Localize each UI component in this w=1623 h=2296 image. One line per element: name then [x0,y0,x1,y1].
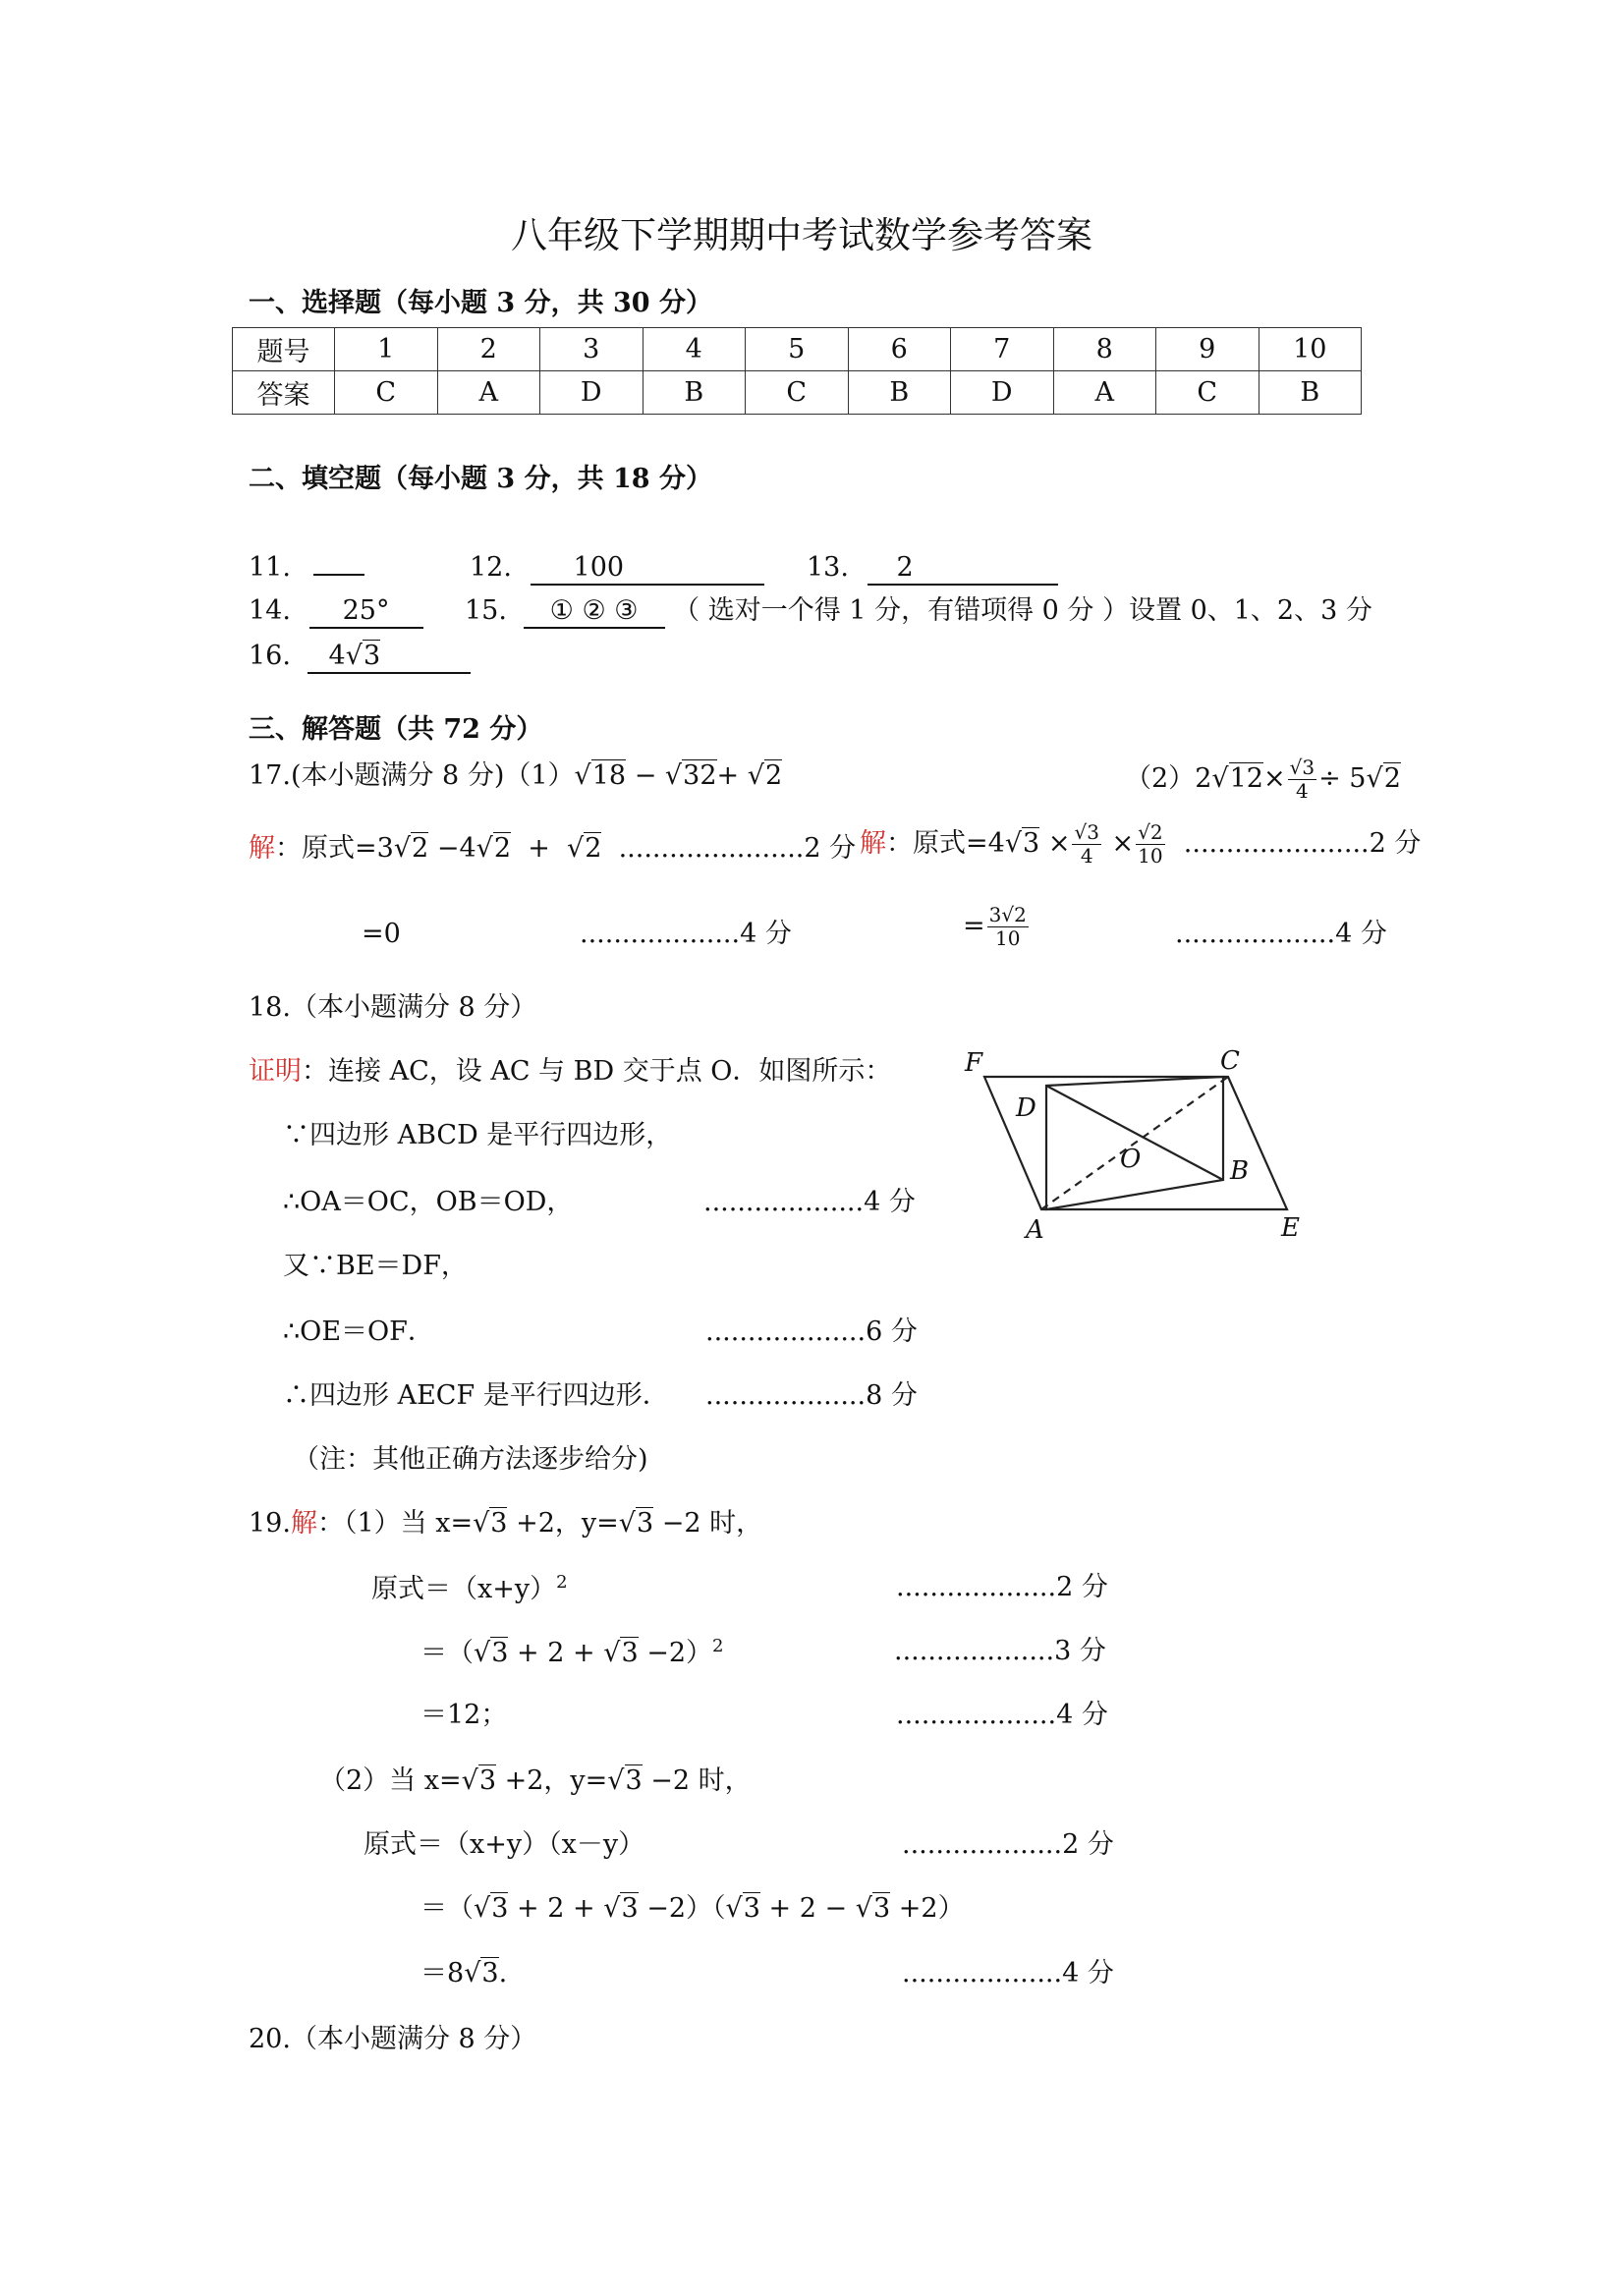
radicand: 3 [481,1958,499,1988]
sqrt-symbol: √ [574,760,591,791]
q15-note: （ 选对一个得 1 分，有错项得 0 分 ）设置 0、1、2、3 分 [673,595,1372,626]
plus-sign: + [573,1893,595,1924]
table-cell: C [1156,371,1259,415]
q19-condition-2 [319,1765,752,1797]
divide-sign: ÷ [1318,763,1341,794]
q18-line1 [249,1056,891,1088]
sqrt-symbol: √ [747,760,764,791]
fraction [987,904,1029,950]
close-paren: ） [937,1893,965,1924]
q19-step3-score: ...................4 分 [896,1700,1108,1730]
q12 [470,552,764,586]
label-b: B [1230,1156,1250,1186]
q17-part2-result [963,904,1031,950]
coef: 4 [987,828,1005,859]
radicand: 3 [491,1638,509,1668]
sqrt-symbol: √ [1289,756,1303,779]
table-cell: C [335,371,438,415]
radicand: 3 [490,1508,508,1539]
label-o: O [1120,1145,1142,1174]
radicand: 3 [743,1893,760,1924]
q19-step3: ＝12； [420,1700,508,1730]
table-cell: A [1053,371,1156,415]
sqrt-symbol: √ [603,1638,621,1668]
radicand: 3 [478,1765,497,1796]
radicand: 2 [412,833,429,864]
q16-radicand: 3 [363,641,381,671]
q12-answer: 100 [531,552,764,586]
radicand: 3 [621,1893,639,1924]
q19-step2 [420,1636,723,1669]
q16-number: 16. [249,641,291,671]
minus-sign: − [646,1893,669,1924]
radicand: 3 [1023,828,1040,859]
table-cell: B [643,371,746,415]
plus-sign: + [573,1638,595,1668]
table-cell: 10 [1259,328,1362,371]
q18-line6: ∴四边形 AECF 是平行四边形． [283,1380,669,1411]
label-f: F [965,1048,983,1078]
proof-label: 证明 [249,1056,302,1087]
q19-condition-1 [249,1508,762,1540]
sqrt-symbol: √ [1074,820,1088,844]
radicand: 3 [491,1893,509,1924]
label-d: D [1016,1093,1036,1123]
q11-number: 11. [249,552,291,583]
fraction [1072,821,1100,868]
text: （2）当 x= [319,1765,462,1796]
sqrt-symbol: √ [603,1893,621,1924]
q17-part2-step1 [860,821,1421,868]
minus-sign: − [436,833,460,864]
section2-heading: 二、填空题（每小题 3 分，共 18 分） [249,464,712,494]
q13-answer: 2 [867,552,1058,586]
sqrt-symbol: √ [474,1893,491,1924]
jie-label: 解 [290,1508,317,1539]
sqrt-symbol: √ [473,1508,490,1539]
radicand: 2 [493,833,512,864]
q12-number: 12. [470,552,512,583]
q15-answer: ① ② ③ [524,595,665,629]
q19-step4-score: ...................2 分 [902,1829,1114,1860]
radicand: 2 [1383,763,1401,794]
q19-step4: 原式＝（x+y）（x－y） [364,1829,645,1860]
q18-line6-score: ...................8 分 [705,1380,918,1411]
radicand: 3 [872,1893,891,1924]
plus-sign: + [898,1893,922,1924]
denominator: 10 [1138,844,1163,868]
radicand: 2 [585,833,602,864]
coef: 2 [547,1893,565,1924]
table-cell: 5 [746,328,849,371]
q17-part2-statement [1125,756,1401,803]
table-row [233,328,1362,371]
plus-sign: + [517,1893,539,1924]
jie-label: 解 [249,833,275,864]
plus-sign: + [768,1893,792,1924]
label-c: C [1220,1046,1240,1076]
radicand: 2 [1149,820,1163,844]
score: ......................2 分 [1183,828,1422,859]
denominator: 4 [1295,779,1309,803]
q16-coef: 4 [328,641,346,671]
q19-label: 19. [249,1508,291,1539]
equals-sign: = [963,911,985,941]
minus-sign: − [646,1638,669,1668]
table-row [233,371,1362,415]
sqrt-symbol: √ [1138,820,1150,844]
section3-heading: 三、解答题（共 72 分） [249,714,543,745]
table-cell: B [848,371,951,415]
radicand: 3 [1302,756,1315,779]
table-cell: 1 [335,328,438,371]
q14 [249,595,423,629]
text: −2 时， [653,1508,763,1539]
times-sign: × [1262,763,1286,794]
sqrt-symbol: √ [476,833,493,864]
sqrt-symbol: √ [1001,903,1015,926]
q19-step6 [420,1958,507,1989]
plus-sign: + [528,833,550,864]
sqrt-symbol: √ [461,1765,478,1796]
q18-line4: 又∵BE＝DF， [283,1251,468,1281]
score: ......................2 分 [618,833,857,864]
q17-label2: （2） [1125,763,1196,794]
q17-part2-score: ...................4 分 [1175,919,1387,949]
table-cell: 6 [848,328,951,371]
sqrt-symbol: √ [855,1893,872,1924]
q11-answer [313,574,364,576]
q15 [465,595,1372,629]
radicand: 3 [636,1508,654,1539]
parallelogram-figure [943,1041,1316,1258]
q19-step1-score: ...................2 分 [896,1572,1108,1602]
times-sign: × [1111,828,1135,859]
table-cell: D [951,371,1054,415]
paren-group: ）（ [686,1893,726,1924]
coef: 2 [1195,763,1212,794]
q17-part1-score: ...................4 分 [580,919,792,949]
text: ＝（ [420,1638,474,1668]
q18-line2: ∵四边形 ABCD 是平行四边形， [283,1120,673,1150]
sqrt-symbol: √ [345,641,363,671]
denominator: 10 [995,926,1021,950]
fraction [1136,821,1164,868]
q13 [807,552,1058,586]
label-a: A [1026,1215,1044,1245]
coef: 2 [799,1893,816,1924]
q17-part1-statement [249,760,782,792]
q18-line5-score: ...................6 分 [705,1316,918,1347]
table-cell: A [437,371,540,415]
q13-number: 13. [807,552,849,583]
text: −2 时， [642,1765,752,1796]
times-sign: × [1047,828,1071,859]
q16 [249,641,471,674]
q17-part1-step1 [249,833,856,865]
table-cell: 7 [951,328,1054,371]
sqrt-symbol: √ [1004,828,1023,859]
sqrt-symbol: √ [567,833,585,864]
q19-step1 [371,1572,568,1605]
sqrt-symbol: √ [664,760,683,791]
sqrt-symbol: √ [464,1958,481,1988]
q19-step2-score: ...................3 分 [894,1636,1106,1666]
plus-sign: + [517,1638,539,1668]
radicand: 18 [591,760,627,791]
numerator-coef: 3 [988,903,1002,926]
table-header-cell: 答案 [233,371,335,415]
radicand: 3 [625,1765,643,1796]
radicand: 3 [621,1638,639,1668]
origin-label: ：原式= [275,833,377,864]
q14-answer: 25° [309,595,423,629]
sqrt-symbol: √ [618,1508,636,1539]
radicand: 2 [1014,903,1027,926]
proof-text: ：连接 AC，设 AC 与 BD 交于点 O．如图所示： [302,1056,892,1087]
table-cell: 3 [540,328,644,371]
close-paren: ） [686,1638,713,1668]
plus-sign: + [716,760,740,791]
exponent: 2 [712,1636,724,1656]
table-header-cell: 题号 [233,328,335,371]
q14-number: 14. [249,595,291,626]
q18-line3: ∴OA＝OC，OB＝OD， [283,1187,574,1217]
coef: 2 [921,1893,938,1924]
sqrt-symbol: √ [607,1765,625,1796]
q11 [249,552,364,584]
minus-sign: − [824,1893,848,1924]
minus-sign: − [634,760,657,791]
coef: 2 [668,1893,687,1924]
q18-line5: ∴OE＝OF． [283,1316,434,1347]
sqrt-symbol: √ [474,1638,491,1668]
table-cell: B [1259,371,1362,415]
coef: 4 [459,833,476,864]
radicand: 12 [1229,763,1263,794]
q19-step6-score: ...................4 分 [902,1958,1114,1988]
period: . [498,1958,508,1988]
q19-step5 [420,1893,965,1925]
table-cell: C [746,371,849,415]
q15-number: 15. [465,595,507,626]
q20-label: 20.（本小题满分 8 分） [249,2024,537,2054]
text: 原式＝（x+y） [371,1574,557,1604]
table-cell: 4 [643,328,746,371]
answer-table [232,327,1362,415]
section1-heading: 一、选择题（每小题 3 分，共 30 分） [249,288,712,318]
text: ＝（ [420,1893,474,1924]
coef: 2 [668,1638,687,1668]
fraction [1288,756,1316,803]
jie-label: 解 [860,828,886,859]
q18-line3-score: ...................4 分 [703,1187,916,1217]
coef: 3 [376,833,394,864]
text: ：（1）当 x= [316,1508,474,1539]
sqrt-symbol: √ [393,833,412,864]
radicand: 3 [1087,820,1099,844]
table-cell: 2 [437,328,540,371]
label-e: E [1281,1213,1300,1243]
sqrt-symbol: √ [1211,763,1229,794]
q16-answer [308,641,471,674]
q18-label: 18.（本小题满分 8 分） [249,992,537,1023]
denominator: 4 [1080,844,1093,868]
table-cell: 9 [1156,328,1259,371]
text: +2，y= [507,1508,619,1539]
q17-part1-result: =0 [362,919,401,949]
text: +2，y= [496,1765,608,1796]
sqrt-symbol: √ [725,1893,743,1924]
coef: 2 [547,1638,565,1668]
diagonal-ac [1041,1077,1228,1209]
radicand: 2 [764,760,783,791]
page-title: 八年级下学期期中考试数学参考答案 [511,214,1092,256]
table-cell: 8 [1053,328,1156,371]
sqrt-symbol: √ [1366,763,1383,794]
q17-label: 17.(本小题满分 8 分)（1） [249,760,575,791]
origin-label: ：原式= [886,828,988,859]
table-cell: D [540,371,644,415]
radicand: 32 [683,760,717,791]
q18-note: （注：其他正确方法逐步给分) [293,1444,648,1475]
exponent: 2 [556,1572,568,1593]
text: ＝8 [420,1958,465,1988]
coef: 5 [1349,763,1367,794]
